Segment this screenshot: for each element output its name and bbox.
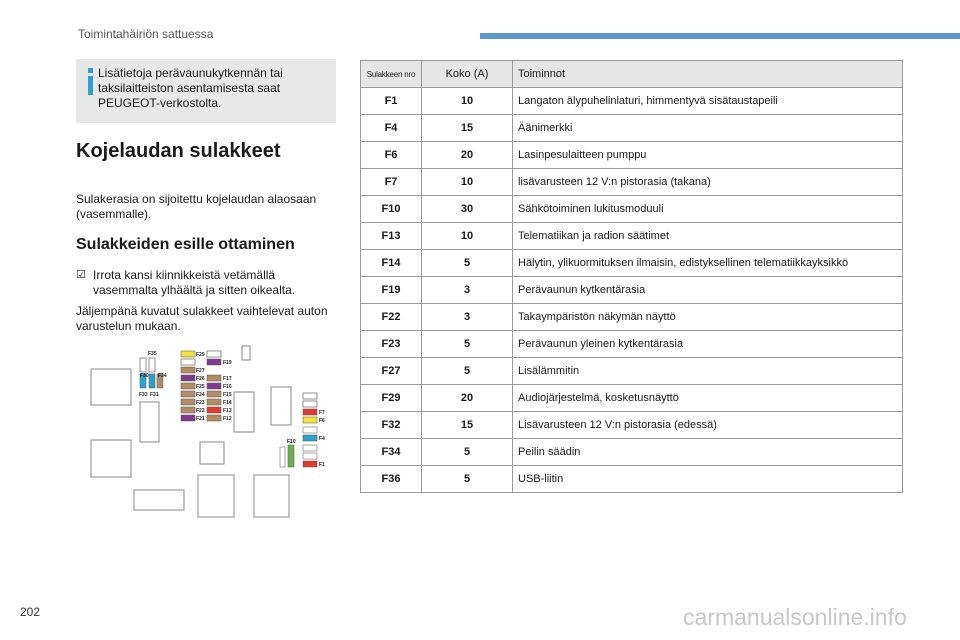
watermark: carmanualsonline.info bbox=[683, 604, 907, 630]
label-f4: F4 bbox=[319, 436, 325, 442]
table-row bbox=[361, 358, 903, 385]
table-row bbox=[361, 304, 903, 331]
section-subtitle: Sulakkeiden esille ottaminen bbox=[76, 236, 295, 253]
table-row bbox=[361, 385, 903, 412]
info-icon bbox=[84, 67, 98, 97]
table-row bbox=[361, 412, 903, 439]
fuse-number-cell: F14 bbox=[361, 250, 422, 277]
label-f7: F7 bbox=[319, 410, 325, 416]
fuse-function-cell: Äänimerkki bbox=[513, 115, 903, 142]
fuse-number-cell: F32 bbox=[361, 412, 422, 439]
table-row bbox=[361, 169, 903, 196]
fuse-function-cell: Lasinpesulaitteen pumppu bbox=[513, 142, 903, 169]
fuse-number-cell: F4 bbox=[361, 115, 422, 142]
table-row bbox=[361, 250, 903, 277]
fuse-number-cell: F23 bbox=[361, 331, 422, 358]
table-row bbox=[361, 466, 903, 493]
fuse-size-cell: 5 bbox=[422, 439, 513, 466]
table-row bbox=[361, 277, 903, 304]
fuse-function-cell: Perävaunun yleinen kytkentärasia bbox=[513, 331, 903, 358]
label-f19: F19 bbox=[223, 360, 232, 366]
table-row bbox=[361, 439, 903, 466]
table-header-row bbox=[361, 61, 903, 88]
table-row bbox=[361, 88, 903, 115]
label-f13: F13 bbox=[223, 408, 232, 414]
fuse-number-cell: F36 bbox=[361, 466, 422, 493]
fuse-number-cell: F27 bbox=[361, 358, 422, 385]
column-header: Koko (A) bbox=[422, 61, 513, 88]
fuse-function-cell: Perävaunun kytkentärasia bbox=[513, 277, 903, 304]
label-f6: F6 bbox=[319, 418, 325, 424]
fuse-number-cell: F6 bbox=[361, 142, 422, 169]
fuse-size-cell: 15 bbox=[422, 115, 513, 142]
fuse-size-cell: 5 bbox=[422, 466, 513, 493]
fuse-number-cell: F13 bbox=[361, 223, 422, 250]
fuse-size-cell: 20 bbox=[422, 385, 513, 412]
label-f34: F34 bbox=[158, 373, 167, 379]
fuse-size-cell: 10 bbox=[422, 223, 513, 250]
label-f26: F26 bbox=[196, 376, 205, 382]
fuse-function-cell: Lisälämmitin bbox=[513, 358, 903, 385]
label-f30: F30 bbox=[140, 373, 149, 379]
checkbox-icon: ☑ bbox=[76, 269, 86, 281]
fuse-function-cell: Takaympäristön näkymän näyttö bbox=[513, 304, 903, 331]
fuse-size-cell: 30 bbox=[422, 196, 513, 223]
table-row bbox=[361, 115, 903, 142]
fuse-size-cell: 10 bbox=[422, 88, 513, 115]
fuse-function-cell: Telematiikan ja radion säätimet bbox=[513, 223, 903, 250]
info-text: Lisätietoja perävaunukytkennän tai taksilaitteiston asentamisesta saat PEUGEOT-verkostolta. bbox=[98, 66, 283, 110]
label-f22: F22 bbox=[196, 408, 205, 414]
step-item bbox=[76, 268, 336, 298]
column-header: Sulakkeen nro bbox=[361, 61, 422, 88]
section-title: Kojelaudan sulakkeet bbox=[76, 140, 281, 162]
note-text: Jäljempänä kuvatut sulakkeet vaihtelevat auton varustelun mukaan. bbox=[76, 304, 328, 333]
fuse-function-cell: Hälytin, ylikuormituksen ilmaisin, edistyksellinen telematiikkayksikkö bbox=[513, 250, 903, 277]
table-row bbox=[361, 331, 903, 358]
label-f27: F27 bbox=[196, 368, 205, 374]
fuse-function-cell: USB-liitin bbox=[513, 466, 903, 493]
fuse-function-cell: Lisävarusteen 12 V:n pistorasia (edessä) bbox=[513, 412, 903, 439]
label-f21: F21 bbox=[196, 416, 205, 422]
fuse-size-cell: 3 bbox=[422, 277, 513, 304]
fuse-size-cell: 10 bbox=[422, 169, 513, 196]
fuse-number-cell: F19 bbox=[361, 277, 422, 304]
intro-text: Sulakerasia on sijoitettu kojelaudan alaosaan (vasemmalle). bbox=[76, 192, 317, 221]
fuse-size-cell: 5 bbox=[422, 250, 513, 277]
fuse-size-cell: 5 bbox=[422, 331, 513, 358]
fuse-number-cell: F29 bbox=[361, 385, 422, 412]
table-row bbox=[361, 142, 903, 169]
label-f23: F23 bbox=[196, 400, 205, 406]
label-f1: F1 bbox=[319, 462, 325, 468]
table-row bbox=[361, 196, 903, 223]
fuse-box-diagram bbox=[82, 344, 334, 524]
fuse-function-cell: lisävarusteen 12 V:n pistorasia (takana) bbox=[513, 169, 903, 196]
label-f25: F25 bbox=[196, 384, 205, 390]
label-f32: F32 bbox=[139, 392, 148, 398]
fuse-function-cell: Audiojärjestelmä, kosketusnäyttö bbox=[513, 385, 903, 412]
info-box bbox=[76, 59, 336, 123]
header-accent-bar bbox=[480, 33, 960, 39]
fuse-number-cell: F1 bbox=[361, 88, 422, 115]
page-number: 202 bbox=[20, 605, 41, 619]
fuse-size-cell: 20 bbox=[422, 142, 513, 169]
label-f35: F35 bbox=[148, 351, 157, 357]
label-f29: F29 bbox=[196, 352, 205, 358]
fuse-number-cell: F34 bbox=[361, 439, 422, 466]
label-f12: F12 bbox=[223, 416, 232, 422]
fuse-function-cell: Langaton älypuhelinlaturi, himmentyvä sisätaustapeili bbox=[513, 88, 903, 115]
fuse-size-cell: 15 bbox=[422, 412, 513, 439]
header-title: Toimintahäiriön sattuessa bbox=[78, 27, 214, 41]
step-text: Irrota kansi kiinnikkeistä vetämällä vasemmalta ylhäältä ja sitten oikealta. bbox=[93, 268, 296, 297]
fuse-number-cell: F22 bbox=[361, 304, 422, 331]
fuse-function-cell: Peilin säädin bbox=[513, 439, 903, 466]
label-f31: F31 bbox=[150, 392, 159, 398]
label-f24: F24 bbox=[196, 392, 205, 398]
label-f15: F15 bbox=[223, 392, 232, 398]
fuse-size-cell: 5 bbox=[422, 358, 513, 385]
fuse-table bbox=[360, 60, 903, 493]
fuse-size-cell: 3 bbox=[422, 304, 513, 331]
column-header: Toiminnot bbox=[513, 61, 903, 88]
label-f10: F10 bbox=[287, 439, 296, 445]
fuse-number-cell: F10 bbox=[361, 196, 422, 223]
label-f14: F14 bbox=[223, 400, 232, 406]
table-row bbox=[361, 223, 903, 250]
fuse-function-cell: Sähkötoiminen lukitusmoduuli bbox=[513, 196, 903, 223]
label-f16: F16 bbox=[223, 384, 232, 390]
label-f17: F17 bbox=[223, 376, 232, 382]
fuse-number-cell: F7 bbox=[361, 169, 422, 196]
